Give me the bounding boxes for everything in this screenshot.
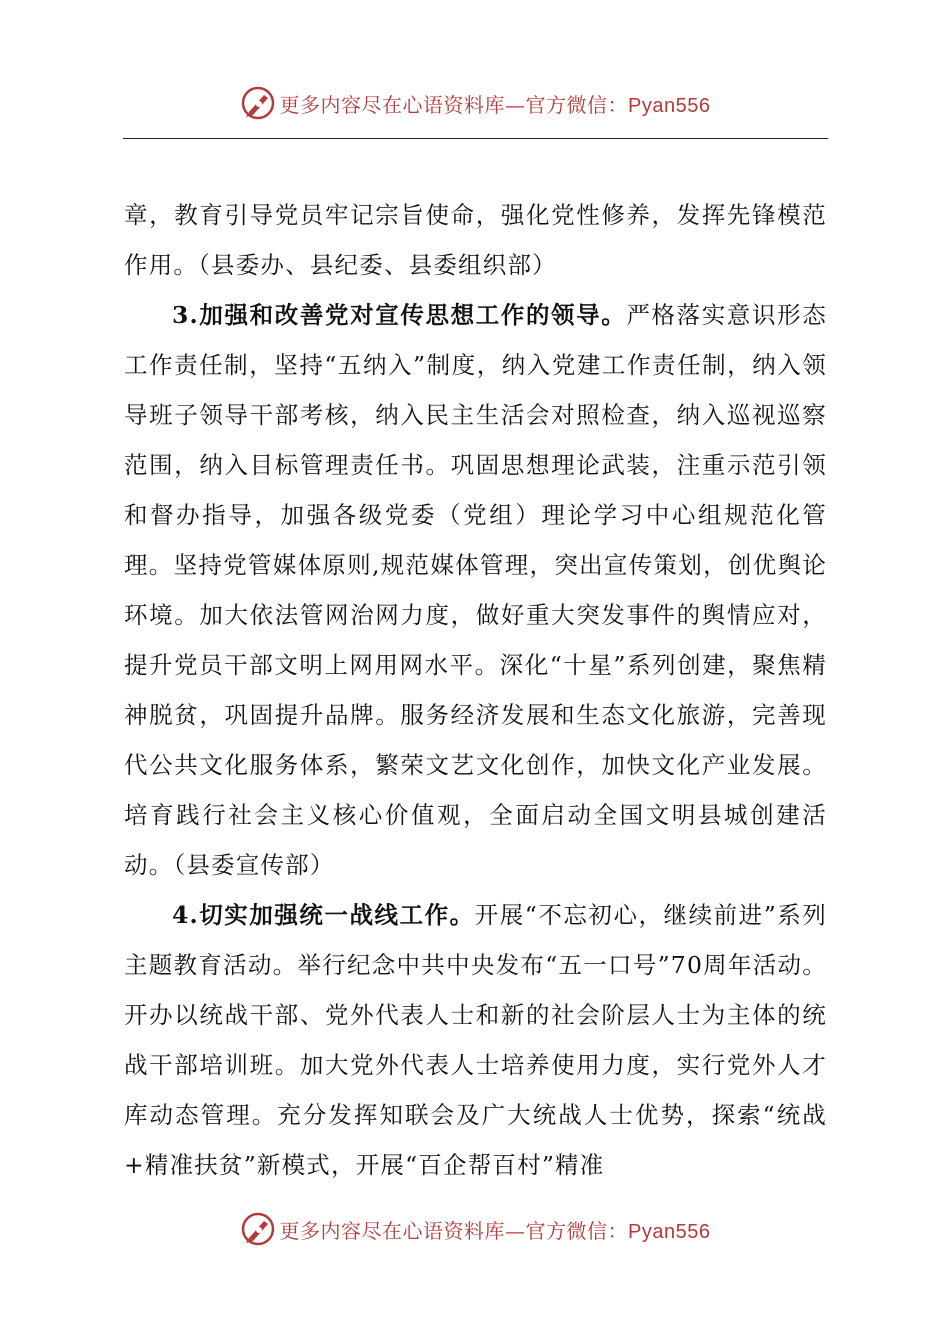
paragraph-3 [124,290,827,890]
footer-watermark-text [280,1215,711,1244]
pen-logo-icon [240,1211,276,1247]
header-watermark-text [280,89,711,118]
pen-logo-icon [240,85,276,121]
document-body [124,190,827,1190]
header-watermark-id: Pyan556 [628,94,711,117]
paragraph-3-text: 严格落实意识形态工作责任制，坚持“五纳入”制度，纳入党建工作责任制，纳入领导班子领导干部考核，纳入民主生活会对照检查，纳入巡视巡察范围，纳入目标管理责任书。巩固思想理论武装，注重示范引领和督办指导，加强各级党委（党组）理论学习中心组规范化管理。坚持党管媒体原则,规范媒体管理，突出宣传策划，创优舆论环境。加大依法管网治网力度，做好重大突发事件的舆情应对，提升党员干部文明上网用网水平。深化“十星”系列创建，聚焦精神脱贫，巩固提升品牌。服务经济发展和生态文化旅游，完善现代公共文化服务体系，繁荣文艺文化创作，加快文化产业发展。培育践行社会主义核心价值观，全面启动全国文明县城创建活动。（县委宣传部） [124,301,827,879]
header-divider [123,138,828,139]
paragraph-continued: 章，教育引导党员牢记宗旨使命，强化党性修养，发挥先锋模范作用。（县委办、县纪委、县委组织部） [124,201,827,279]
paragraph-3-heading: 3.加强和改善党对宣传思想工作的领导。 [172,301,627,329]
footer-watermark-label: 更多内容尽在心语资料库—官方微信： [279,1218,629,1243]
footer-watermark [0,1209,950,1249]
header-watermark [0,83,950,123]
paragraph-4-heading: 4.切实加强统一战线工作。 [172,901,475,929]
paragraph-4 [124,890,827,1190]
footer-watermark-id: Pyan556 [628,1220,711,1243]
paragraph-4-text: 开展“不忘初心，继续前进”系列主题教育活动。举行纪念中共中央发布“五一口号”70周年活动。开办以统战干部、党外代表人士和新的社会阶层人士为主体的统战干部培训班。加大党外代表人士培养使用力度，实行党外人才库动态管理。充分发挥知联会及广大统战人士优势，探索“统战+精准扶贫”新模式，开展“百企帮百村”精准 [124,901,827,1179]
header-watermark-label: 更多内容尽在心语资料库—官方微信： [279,92,629,117]
